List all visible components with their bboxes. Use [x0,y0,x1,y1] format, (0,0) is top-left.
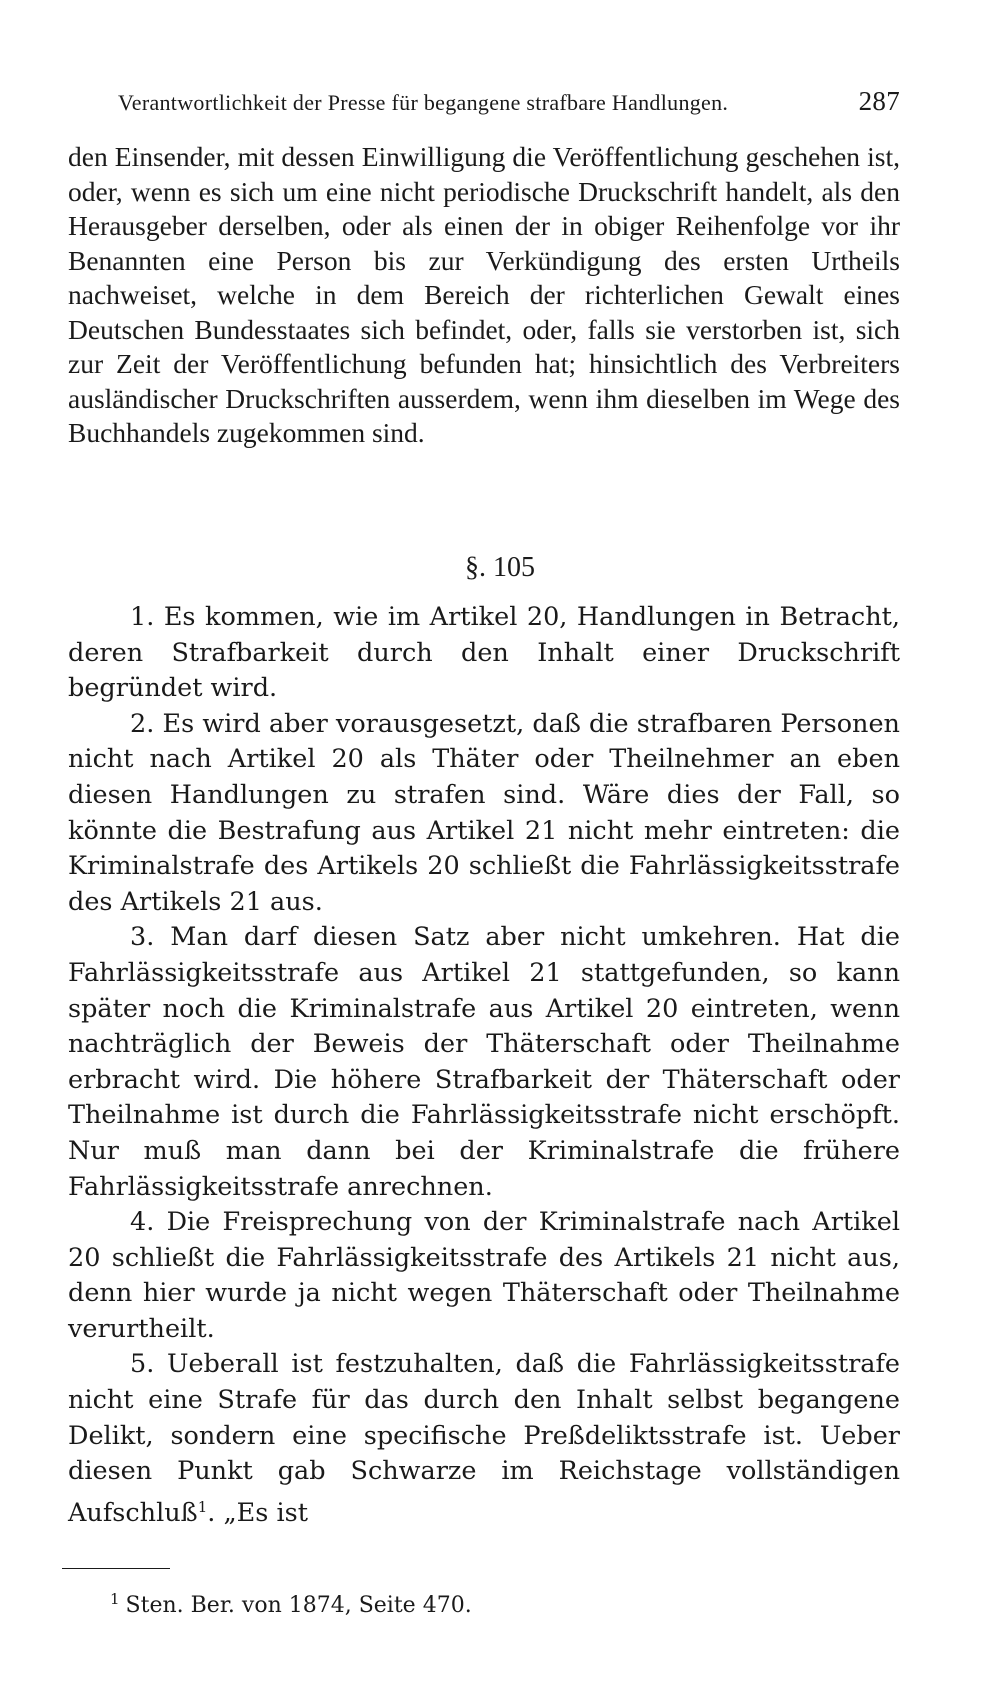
section-item-2: 2. Es wird aber vorausgesetzt, daß die strafbaren Personen nicht nach Artikel 20 als Thäter oder Theilnehmer an eben diesen Handlungen zu strafen sind. Wäre dies der Fall, so könnte die Bestrafung aus Artikel 21 nicht mehr eintreten: die Kriminalstrafe des Artikels 20 schließt die Fahrlässigkeitsstrafe des Artikels 21 aus. [68,708,900,917]
section-item-4: 4. Die Freisprechung von der Kriminalstrafe nach Artikel 20 schließt die Fahrlässigkeitsstrafe des Artikels 21 nicht aus, denn hier wurde ja nicht wegen Thäterschaft oder Theilnahme verurtheilt. [68,1207,900,1344]
footnote-divider [62,1568,170,1569]
running-head-title: Verantwortlichkeit der Presse für begangene strafbare Handlungen. [118,90,729,115]
section-heading: §. 105 [465,552,535,583]
footnote-reference: 1 [197,1497,208,1516]
footnote [110,1590,472,1618]
footnote-text: Sten. Ber. von 1874, Seite 470. [125,1593,472,1618]
running-head [118,86,900,120]
paragraph-continuation: den Einsender, mit dessen Einwilligung die Veröffentlichung geschehen ist, oder, wenn es sich um eine nicht periodische Druckschrift handelt, als den Herausgeber derselben, oder als einen der in obiger Reihenfolge vor ihr Benannten eine Person bis zur Verkündigung des ersten Urtheils nachweiset, welche in dem Bereich der richterlichen Gewalt eines Deutschen Bundesstaates sich befindet, oder, falls sie verstorben ist, sich zur Zeit der Veröffentlichung befunden hat; hinsichtlich des Verbreiters ausländischer Druckschriften ausserdem, wenn ihm dieselben im Wege des Buchhandels zugekommen sind. [68,141,900,448]
section-item-5-text: 5. Ueberall ist festzuhalten, daß die Fahrlässigkeitsstrafe nicht eine Strafe für das durch den Inhalt selbst begangene Delikt, sondern eine specifische Preßdeliktsstrafe ist. Ueber diesen Punkt gab Schwarze im Reichstage vollständigen Aufschluß [68,1349,900,1528]
section-item-3: 3. Man darf diesen Satz aber nicht umkehren. Hat die Fahrlässigkeitsstrafe aus Artikel 21 stattgefunden, so kann später noch die Kriminalstrafe aus Artikel 20 eintreten, wenn nachträglich der Beweis der Thäterschaft oder Theilnahme erbracht wird. Die höhere Strafbarkeit der Thäterschaft oder Theilnahme ist durch die Fahrlässigkeitsstrafe nicht erschöpft. Nur muß man dann bei der Kriminalstrafe die frühere Fahrlässigkeitsstrafe anrechnen. [68,922,900,1202]
section-item-1: 1. Es kommen, wie im Artikel 20, Handlungen in Betracht, deren Strafbarkeit durch den Inhalt einer Druckschrift begründet wird. [68,602,900,704]
section-items [68,600,900,1531]
page-number: 287 [858,86,900,116]
section-item-5 [68,1347,900,1531]
section-item-5-tail: . „Es ist [207,1497,308,1528]
footnote-mark: 1 [110,1590,120,1608]
